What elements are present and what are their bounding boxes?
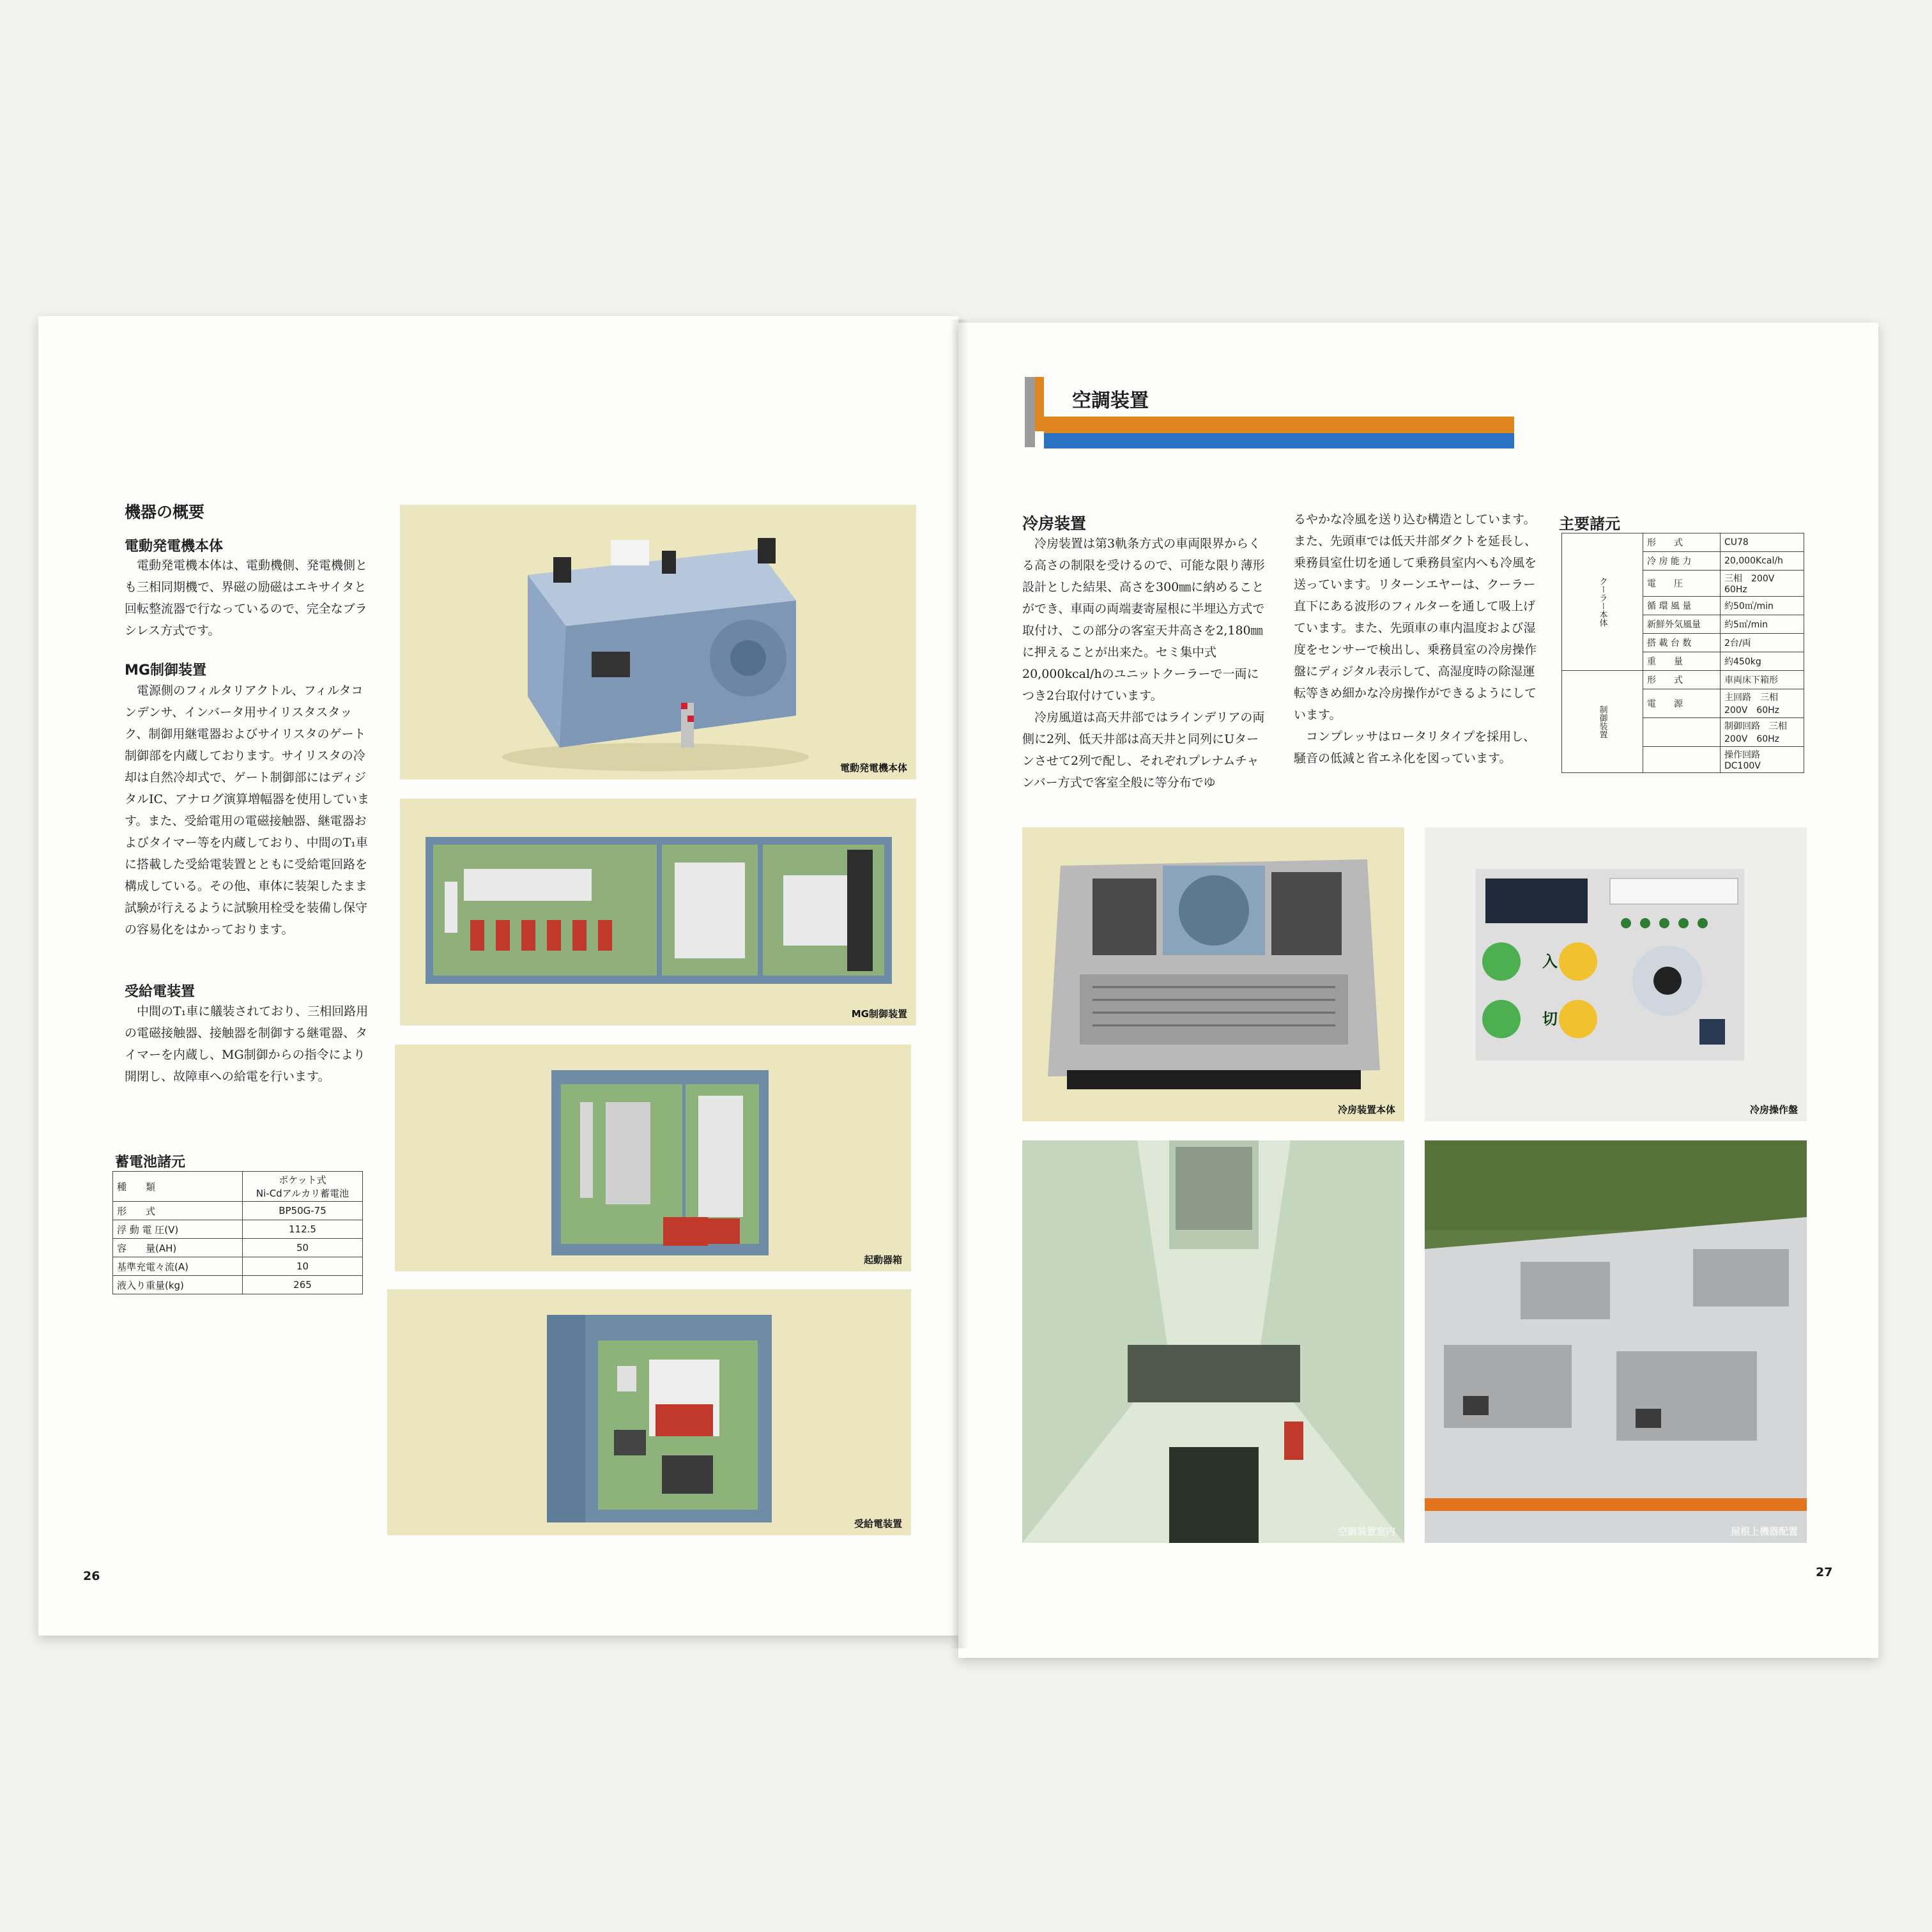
specs-label: 電 源 [1643, 689, 1721, 718]
photo-cooler-unit [1022, 827, 1404, 1121]
battery-value: ポケット式 Ni-Cdアルカリ蓄電池 [243, 1172, 363, 1202]
specs-label: 形 式 [1643, 533, 1721, 552]
specs-label: 重 量 [1643, 652, 1721, 671]
specs-group-label: 制御装置 [1562, 671, 1643, 773]
control-panel-image [1425, 827, 1807, 1121]
battery-label: 基準充電々流(A) [113, 1257, 243, 1276]
caption-roof-units: 屋根上機器配置 [1730, 1526, 1798, 1537]
specs-value: 制御回路 三相200V 60Hz [1721, 718, 1804, 747]
specs-row [1562, 533, 1804, 552]
battery-label: 容 量(AH) [113, 1239, 243, 1257]
photo-power-receive [387, 1289, 911, 1535]
battery-title: 蓄電池諸元 [115, 1154, 186, 1170]
mg-control-text: 電源側のフィルタリアクトル、フィルタコンデンサ、インバータ用サイリスタスタック、制御用継電器およびサイリスタのゲート制御部を内蔵しております。サイリスタの冷却は自然冷却式で、ゲート制御部にはディジタルIC、アナログ演算増幅器を使用しています。また、受給電用の電磁接触器、継電器およびタイマー等を内蔵しており、中間のT₁車に搭載した受給電装置とともに受給電回路を構成している。その他、車体に装架したまま試験が行えるように試験用栓受を装備し保守の容易化をはかっております。 [125, 684, 370, 937]
cooling-col1-para2: 冷房風道は高天井部ではラインデリアの両側に2列、低天井部は高天井と同列にUターンさせて2列で配し、それぞれプレナムチャンバー方式で客室全般に等分布でゆ [1022, 710, 1265, 790]
battery-label: 種 類 [113, 1172, 243, 1202]
specs-value: CU78 [1721, 533, 1804, 552]
starter-box-image [395, 1045, 911, 1271]
battery-label: 浮 動 電 圧(V) [113, 1220, 243, 1239]
battery-row [113, 1239, 363, 1257]
cooling-col1-para1: 冷房装置は第3軌条方式の車両限界からくる高さの制限を受けるので、可能な限り薄形設計とした結果、高さを300㎜に納めることができ、車両の両端妻寄屋根に半埋込方式で取付け、この部分の客室天井高さを2,180㎜に押えることが出来た。セミ集中式20,000kcal/hのユニットクーラーで一両につき2台取付けています。 [1022, 537, 1265, 703]
specs-label: 電 圧 [1643, 571, 1721, 597]
cooler-unit-image [1022, 827, 1404, 1121]
cooling-heading: 冷房装置 [1022, 514, 1087, 533]
mg-body-text: 電動発電機本体は、電動機側、発電機側とも三相同期機で、界磁の励磁はエキサイタと回転整流器で行なっているので、完全なブラシレス方式です。 [125, 558, 368, 638]
photo-starter-box [395, 1045, 911, 1271]
specs-label [1643, 747, 1721, 773]
battery-row [113, 1220, 363, 1239]
roof-units-image [1425, 1140, 1807, 1543]
specs-label: 新鮮外気風量 [1643, 615, 1721, 634]
mg-control-image [400, 799, 916, 1025]
battery-row [113, 1276, 363, 1294]
cooling-col2-para2: コンプレッサはロータリタイプを採用し、騒音の低減と省エネ化を図っています。 [1294, 730, 1536, 765]
specs-value: 2台/両 [1721, 634, 1804, 652]
caption-starter-box: 起動器箱 [863, 1254, 902, 1266]
battery-value: 112.5 [243, 1220, 363, 1239]
specs-value: 約50㎥/min [1721, 597, 1804, 615]
specs-value: 約450kg [1721, 652, 1804, 671]
cooling-col2-para1: るやかな冷風を送り込む構造としています。また、先頭車では低天井部ダクトを延長し、乗務員室仕切を通して乗務員室内へも冷風を送っています。リターンエヤーは、クーラー直下にある波形のフィルターを通して吸上げています。また、先頭車の車内温度および湿度をセンサーで検出し、乗務員室の冷房操作盤にディジタル表示して、高湿度時の除湿運転等きめ細かな冷房操作ができるようにしています。 [1294, 512, 1537, 722]
specs-label: 搭 載 台 数 [1643, 634, 1721, 652]
power-receive-image [387, 1289, 911, 1535]
specs-title: 主要諸元 [1559, 515, 1620, 533]
mg-body-heading: 電動発電機本体 [125, 539, 224, 555]
battery-table [112, 1171, 363, 1294]
specs-table [1561, 533, 1804, 773]
power-receive-text: 中間のT₁車に艤装されており、三相回路用の電磁接触器、接触器を制御する継電器、タイマーを内蔵し、MG制御からの指令により開閉し、故障車への給電を行います。 [125, 1004, 369, 1084]
heading-bar-left [1035, 377, 1044, 431]
specs-label [1643, 718, 1721, 747]
caption-mg-control: MG制御装置 [851, 1008, 907, 1020]
photo-interior [1022, 1140, 1404, 1543]
specs-value: 20,000Kcal/h [1721, 552, 1804, 571]
specs-label: 冷 房 能 力 [1643, 552, 1721, 571]
photo-roof-units [1425, 1140, 1807, 1543]
cooling-column-2 [1294, 509, 1540, 769]
battery-row [113, 1257, 363, 1276]
page-number-right: 27 [1816, 1565, 1833, 1579]
heading-bar-orange [1044, 417, 1514, 433]
caption-control-panel: 冷房操作盤 [1749, 1104, 1798, 1116]
page-number-left: 26 [83, 1569, 100, 1583]
section-title: 機器の概要 [125, 503, 205, 521]
power-receive-heading: 受給電装置 [125, 984, 195, 1000]
battery-label: 液入り重量(kg) [113, 1276, 243, 1294]
interior-image [1022, 1140, 1404, 1543]
motor-generator-image [400, 505, 916, 779]
battery-value: 50 [243, 1239, 363, 1257]
battery-value: 265 [243, 1276, 363, 1294]
specs-group-label: クーラー本体 [1562, 533, 1643, 671]
specs-value: 主回路 三相200V 60Hz [1721, 689, 1804, 718]
mg-control-heading: MG制御装置 [125, 663, 206, 678]
specs-value: 操作回路 DC100V [1721, 747, 1804, 773]
cooling-column-1 [1022, 533, 1268, 793]
panel-in-button-label: 入 [1542, 953, 1558, 970]
specs-value: 三相 200V 60Hz [1721, 571, 1804, 597]
book-gutter [951, 319, 969, 1648]
battery-row [113, 1172, 363, 1202]
heading-bar-shadow [1025, 377, 1035, 447]
photo-motor-generator [400, 505, 916, 779]
battery-value: BP50G-75 [243, 1202, 363, 1220]
chapter-title: 空調装置 [1072, 390, 1149, 412]
specs-value: 約5㎥/min [1721, 615, 1804, 634]
specs-row [1562, 671, 1804, 689]
panel-off-button-label: 切 [1542, 1010, 1558, 1028]
specs-label: 循 環 風 量 [1643, 597, 1721, 615]
battery-value: 10 [243, 1257, 363, 1276]
photo-control-panel [1425, 827, 1807, 1121]
caption-power-receive: 受給電装置 [854, 1518, 902, 1529]
battery-label: 形 式 [113, 1202, 243, 1220]
caption-motor-generator: 電動発電機本体 [839, 762, 907, 774]
caption-cooler-unit: 冷房装置本体 [1337, 1104, 1395, 1116]
specs-label: 形 式 [1643, 671, 1721, 689]
heading-bar-blue [1044, 433, 1514, 448]
caption-interior: 空調装置室内 [1337, 1526, 1395, 1537]
photo-mg-control [400, 799, 916, 1025]
battery-row [113, 1202, 363, 1220]
specs-value: 車両床下箱形 [1721, 671, 1804, 689]
